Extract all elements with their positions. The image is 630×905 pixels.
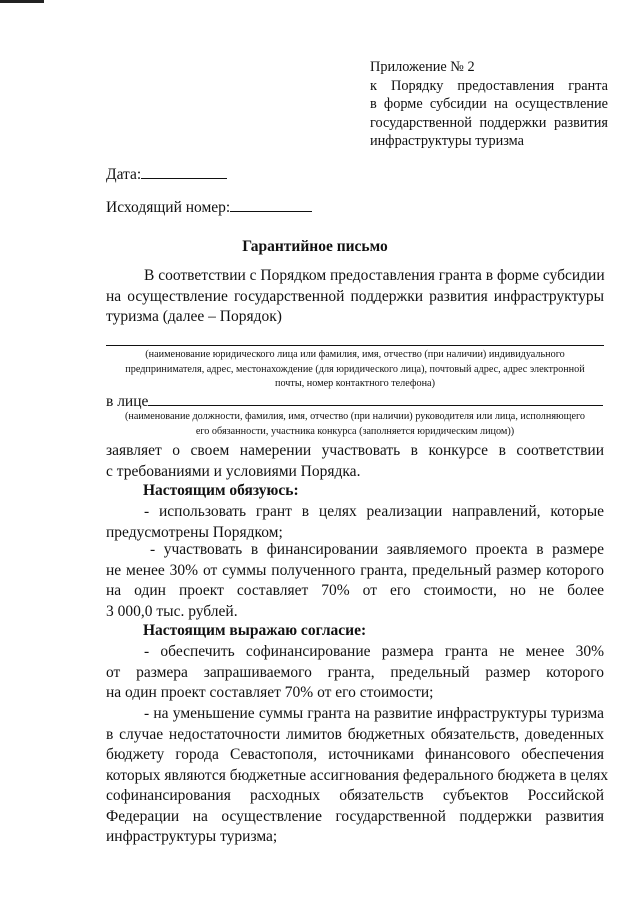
text-line: софинансирования расходных обязательств субъектов Российской — [106, 787, 604, 804]
text-line: с требованиями и условиями Порядка. — [106, 462, 361, 480]
caption-line: предпринимателя, адрес, местонахождение (для юридического лица), почтовый адрес, адрес электронной — [125, 363, 585, 375]
text-line: в случае недостаточности лимитов бюджетных обязательств, доведенных — [106, 725, 604, 743]
consent-item-2 — [106, 704, 609, 848]
caption-line: (наименование должности, фамилия, имя, отчество (при наличии) руководителя или лица, исполняющего — [124, 411, 586, 422]
commit-item-2 — [106, 540, 604, 622]
outgoing-number-blank[interactable] — [230, 197, 312, 212]
text-line: на один проект составляет 70% от его стоимости; — [106, 684, 434, 701]
consent-heading: Настоящим выражаю согласие: — [143, 622, 367, 639]
outgoing-number-label: Исходящий номер: — [106, 199, 231, 216]
text-line: инфраструктуры туризма; — [106, 828, 278, 845]
scan-corner-mark — [0, 0, 44, 3]
text-line: - участвовать в финансировании заявляемого проекта в размере — [150, 541, 604, 558]
consent-item-1 — [106, 642, 604, 704]
caption-line: его обязанности, участника конкурса (заполняется юридическим лицом)) — [195, 425, 515, 437]
text-line: В соответствии с Порядком предоставления гранта в форме субсидии — [144, 267, 605, 284]
date-blank[interactable] — [141, 164, 227, 179]
intro-paragraph — [106, 266, 604, 328]
text-line: бюджету города Севастополя, источниками финансового обеспечения — [106, 746, 604, 763]
appendix-line: к Порядку предоставления гранта — [370, 77, 608, 94]
appendix-line: инфраструктуры туризма — [370, 133, 524, 149]
in-person-blank[interactable] — [148, 391, 603, 406]
appendix-header — [370, 58, 608, 151]
text-line: на один проект составляет 70% от его стоимости, но не более — [106, 582, 604, 599]
entity-blank-line[interactable] — [106, 345, 604, 346]
text-line: Федерации на осуществление государственной поддержки развития — [106, 807, 604, 825]
text-line: не менее 30% от суммы полученного гранта, предельный размер которого — [106, 561, 604, 579]
text-line: которых являются бюджетные ассигнования федерального бюджета в целях — [106, 766, 609, 784]
text-line: - на уменьшение суммы гранта на развитие инфраструктуры туризма — [144, 705, 604, 722]
text-line: - обеспечить софинансирование размера гранта не менее 30% — [144, 643, 604, 660]
text-line: на осуществление государственной поддержки развития инфраструктуры — [106, 287, 604, 305]
commit-item-1 — [106, 502, 604, 543]
declares-paragraph — [106, 441, 604, 482]
in-person-label: в лице — [106, 393, 149, 410]
person-caption — [106, 410, 604, 439]
caption-line: (наименование юридического лица или фамилия, имя, отчество (при наличии) индивидуального — [145, 349, 565, 360]
entity-caption — [106, 348, 604, 392]
in-person-field — [106, 391, 603, 411]
text-line: от размера запрашиваемого гранта, предельный размер которого — [106, 663, 604, 681]
date-label: Дата: — [106, 166, 142, 183]
commit-heading: Настоящим обязуюсь: — [143, 482, 299, 499]
appendix-line: в форме субсидии на осуществление — [370, 96, 608, 112]
text-line: туризма (далее – Порядок) — [106, 308, 282, 325]
letter-title: Гарантийное письмо — [242, 238, 388, 255]
text-line: предусмотрены Порядком; — [106, 523, 283, 541]
text-line: - использовать грант в целях реализации направлений, которые — [144, 503, 604, 520]
date-field — [106, 164, 227, 184]
caption-line: почты, номер контактного телефона) — [275, 378, 435, 389]
outgoing-number-field — [106, 197, 312, 217]
text-line: 3 000,0 тыс. рублей. — [106, 602, 238, 620]
appendix-line: Приложение № 2 — [370, 59, 475, 75]
text-line: заявляет о своем намерении участвовать в конкурсе в соответствии — [106, 442, 604, 459]
appendix-line: государственной поддержки развития — [370, 114, 608, 131]
